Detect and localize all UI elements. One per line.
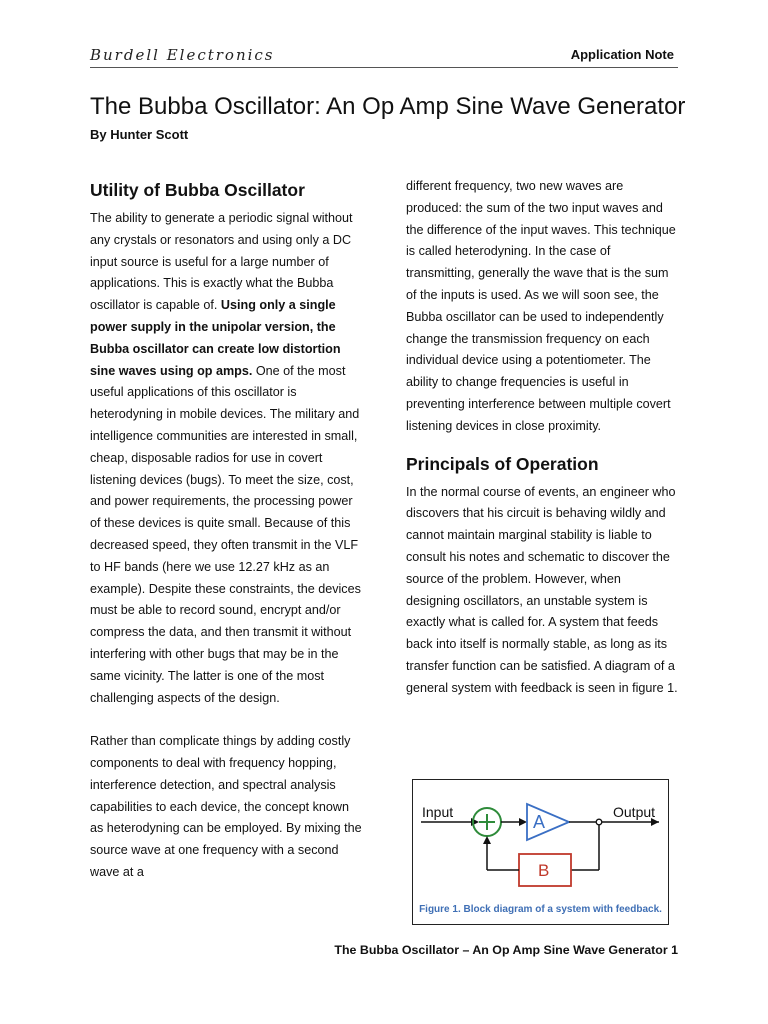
pickoff-node <box>596 819 602 825</box>
figure-input-label: Input <box>422 804 454 820</box>
feedback-block-label: B <box>538 861 550 880</box>
right-column <box>406 176 678 700</box>
amplifier-label: A <box>533 812 546 832</box>
author-line: By Hunter Scott <box>90 127 189 142</box>
utility-p1-intro: The ability to generate a periodic signal without any crystals or resonators and using only a DC input source is useful for a large number of applications. This is exactly what the Bubba oscillator is capable of. <box>90 211 353 313</box>
header-doc-type: Application Note <box>570 47 674 62</box>
header-brand: Burdell Electronics <box>90 46 275 64</box>
header-divider <box>90 67 678 68</box>
utility-p1-rest: One of the most useful applications of this oscillator is heterodyning in mobile devices. The military and intelligence communities are interested in small, cheap, disposable radios for use in covert listening devices (bugs). To meet the size, cost, and power requirements, the processing power of these devices is quite small. Because of this decreased speed, they often transmit in the VLF to HF bands (here we use 12.27 kHz as an example). Despite these constraints, the devices must be able to record sound, encrypt and/or compress the data, and then transmit it without interfering with other bugs that may be in the same vicinity. The latter is one of the most challenging aspects of the design. <box>90 363 361 705</box>
feedback-arrowhead <box>483 836 491 844</box>
section-heading-utility: Utility of Bubba Oscillator <box>90 180 305 200</box>
utility-paragraph-1 <box>90 208 362 709</box>
principals-paragraph-1: In the normal course of events, an engineer who discovers that his circuit is behaving wildly and cannot maintain marginal stability is liable to consult his notes and schematic to discover the source of the problem. However, when designing oscillators, an unstable system is exactly what is called for. A system that feeds back into itself is normally stable, as long as its transfer function can be satisfied. A diagram of a general system with feedback is seen in figure 1. <box>406 484 678 695</box>
amp-arrowhead <box>519 818 527 826</box>
utility-p1-bold: Using only a single power supply in the unipolar version, the Bubba oscillator can create low distortion sine waves using op amps. <box>90 298 341 378</box>
figure-output-label: Output <box>613 804 656 820</box>
left-column <box>90 178 362 884</box>
utility-paragraph-2: Rather than complicate things by adding costly components to deal with frequency hopping, interference detection, and spectral analysis capabilities to each device, the concept known as heterodyning can be employed. By mixing the source wave at one frequency with a second wave at a <box>90 734 362 879</box>
page-title: The Bubba Oscillator: An Op Amp Sine Wave Generator <box>90 93 686 120</box>
section-heading-principals: Principals of Operation <box>406 453 599 474</box>
page-footer: The Bubba Oscillator – An Op Amp Sine Wave Generator 1 <box>334 943 678 957</box>
utility-paragraph-2-continued: different frequency, two new waves are produced: the sum of the two input waves and the difference of the input waves. This technique is called heterodyning. In the case of transmitting, generally the wave that is the sum of the inputs is used. As we will soon see, the Bubba oscillator can be used to independently change the transmission frequency on each individual device using a potentiometer. The ability to change frequencies is useful in preventing interference between multiple covert listening devices in close proximity. <box>406 179 676 433</box>
figure-caption: Figure 1. Block diagram of a system with feedback. <box>419 904 662 915</box>
paragraph-gap <box>90 709 362 731</box>
feedback-block-diagram <box>413 780 667 902</box>
heading-gap <box>406 438 678 452</box>
figure-1 <box>412 779 669 925</box>
